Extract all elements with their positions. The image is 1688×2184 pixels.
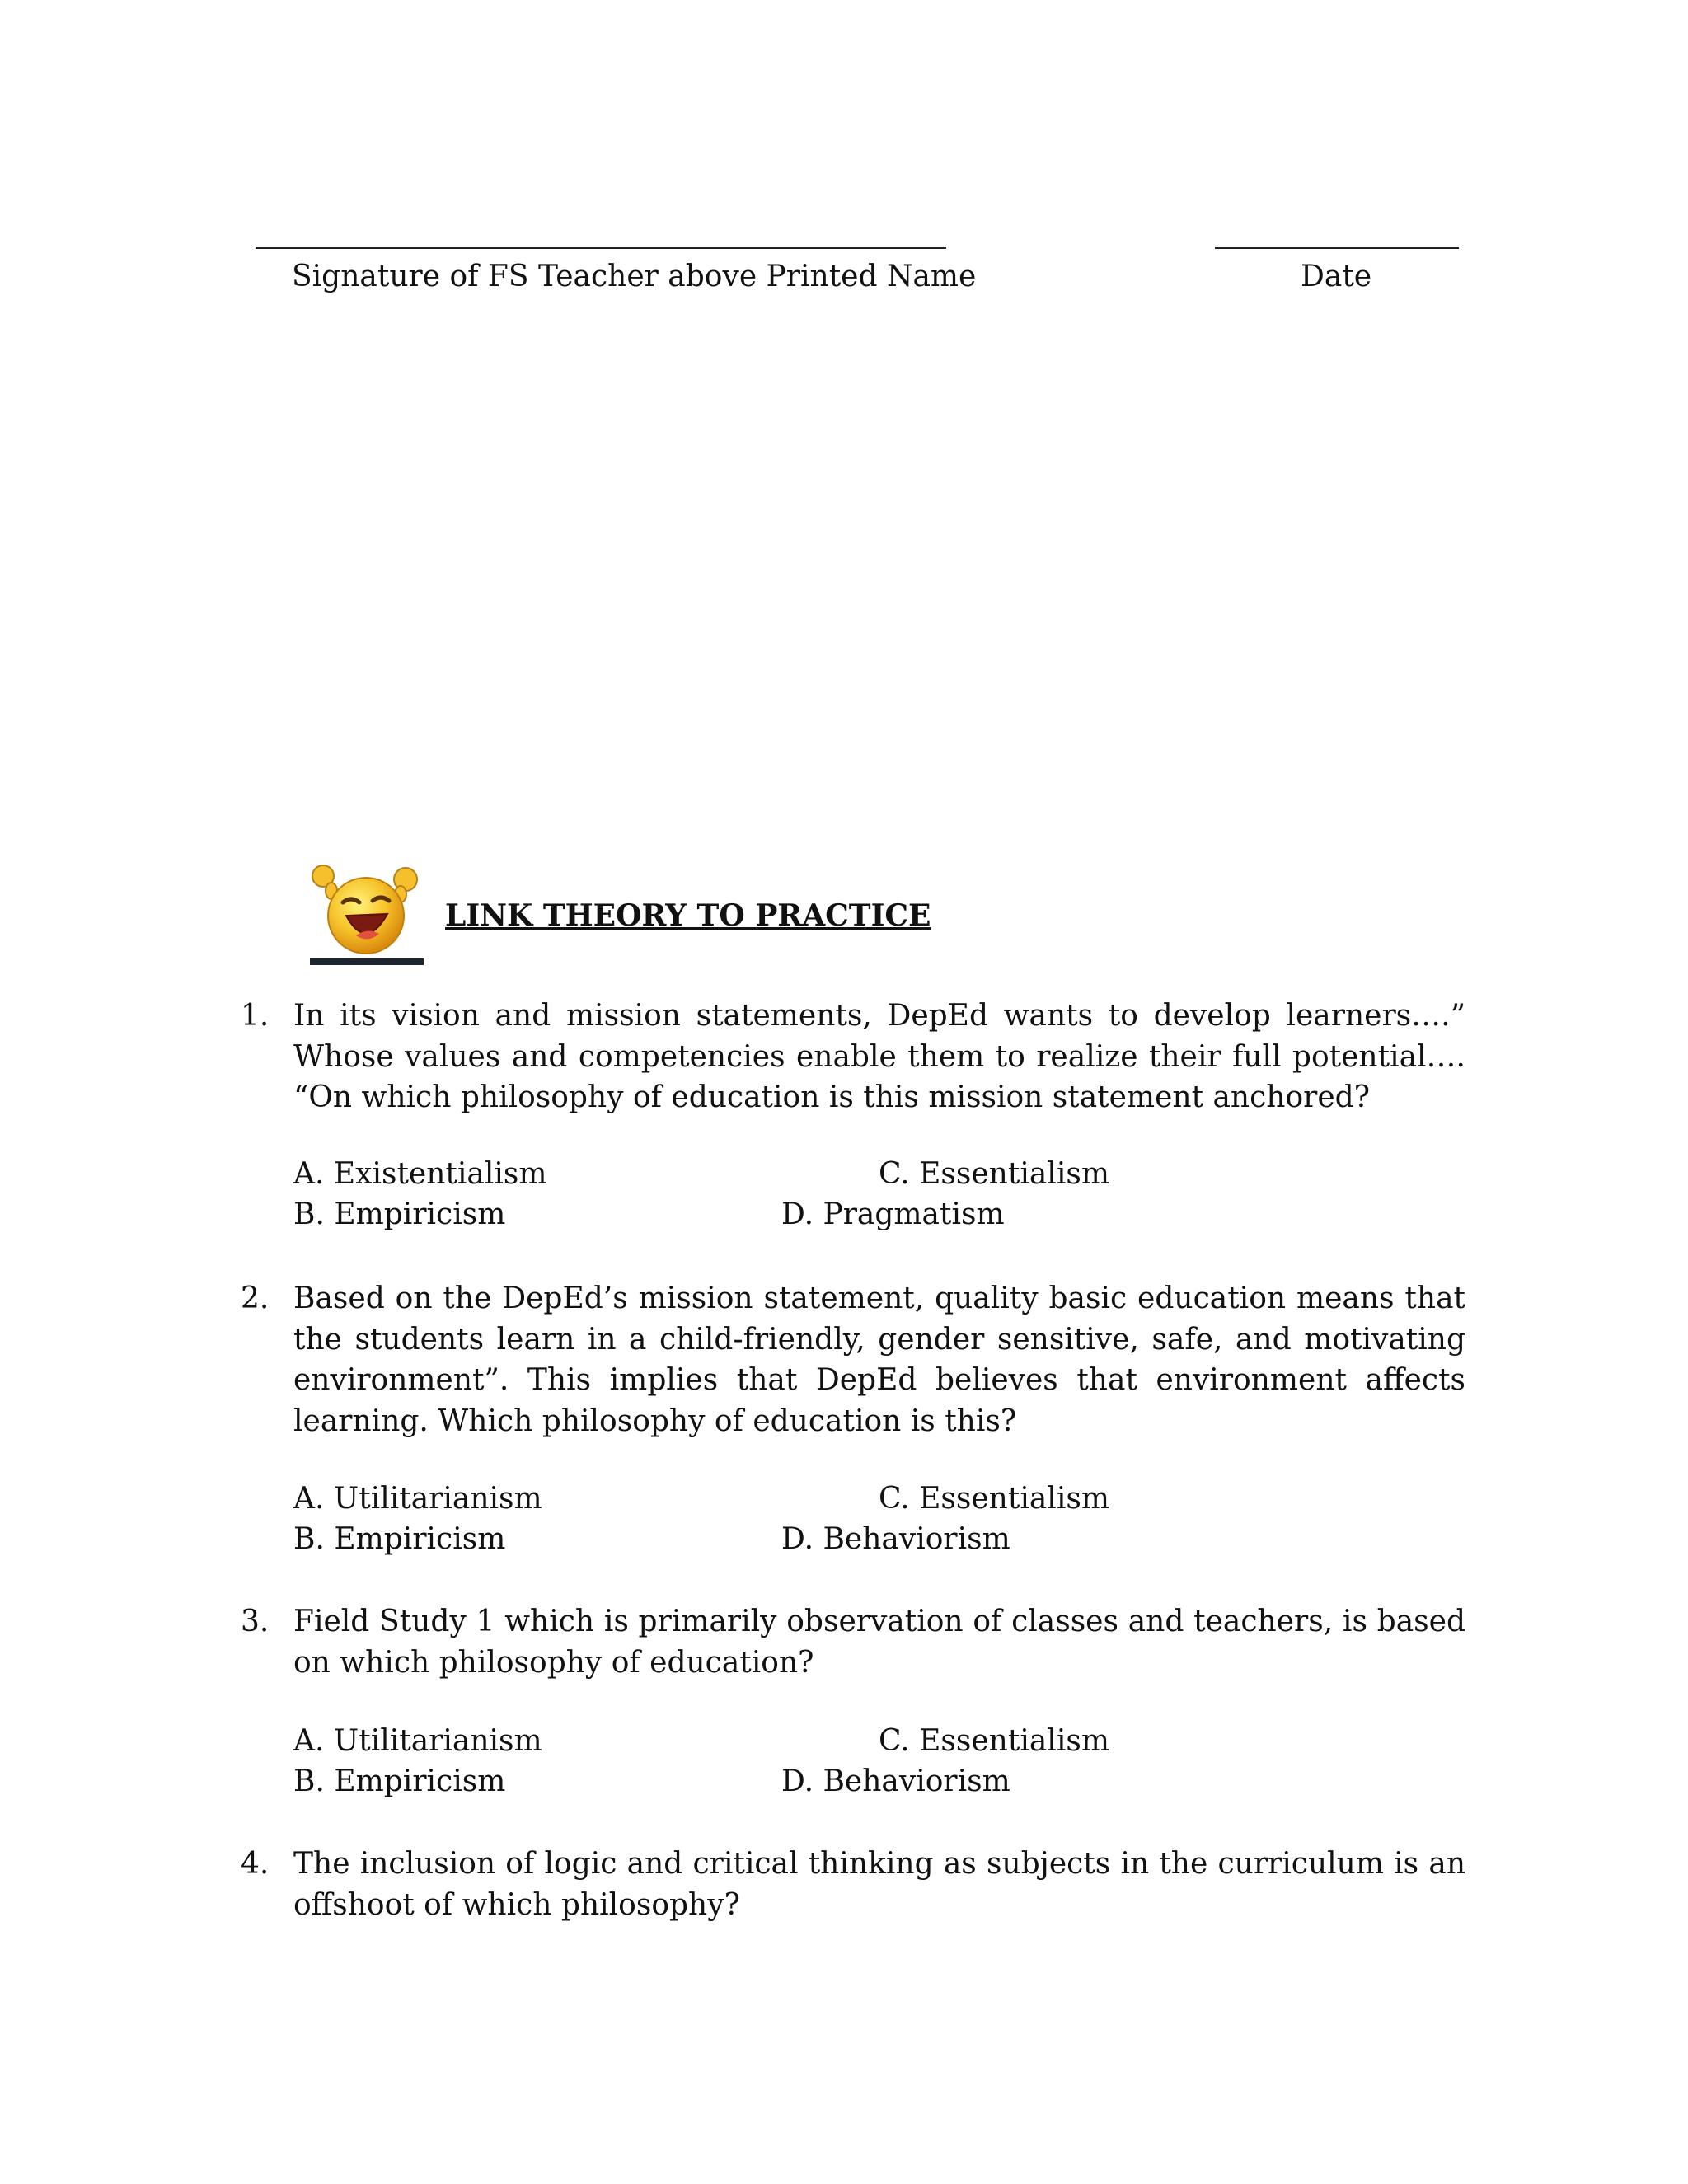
option-c: C. Essentialism — [879, 1157, 1109, 1191]
section-title: LINK THEORY TO PRACTICE — [445, 898, 931, 933]
question-text: Field Study 1 which is primarily observation of classes and teachers, is based on which philosophy of education? — [293, 1605, 1465, 1680]
option-b: B. Empiricism — [293, 1765, 506, 1798]
question-text: In its vision and mission statements, DepEd wants to develop learners….” Whose values and competencies enable them to realize their full potential…. “On which philosophy of education is this mission statement anchored? — [293, 999, 1465, 1114]
option-a: A. Existentialism — [293, 1157, 547, 1191]
option-a: A. Utilitarianism — [293, 1482, 542, 1516]
option-d: D. Behaviorism — [781, 1765, 1010, 1798]
option-d: D. Behaviorism — [781, 1522, 1010, 1556]
question-2 — [241, 1278, 1465, 1443]
signature-line — [256, 247, 946, 249]
question-text: Based on the DepEd’s mission statement, quality basic education means that the students learn in a child-friendly, gender sensitive, safe, and motivating environment”. This implies that DepEd believes that environment affects learning. Which philosophy of education is this? — [293, 1282, 1465, 1438]
section-header — [310, 861, 969, 968]
date-line — [1215, 247, 1459, 249]
cheering-emoji-icon — [310, 861, 424, 965]
question-number: 2. — [241, 1282, 270, 1315]
option-d: D. Pragmatism — [781, 1197, 1005, 1231]
question-1 — [241, 996, 1465, 1119]
question-text: The inclusion of logic and critical thinking as subjects in the curriculum is an offshoot of which philosophy? — [293, 1847, 1465, 1922]
question-number: 3. — [241, 1605, 270, 1638]
option-b: B. Empiricism — [293, 1522, 506, 1556]
signature-label: Signature of FS Teacher above Printed Name — [292, 260, 977, 293]
question-number: 1. — [241, 999, 270, 1033]
option-c: C. Essentialism — [879, 1724, 1109, 1758]
option-a: A. Utilitarianism — [293, 1724, 542, 1758]
date-label: Date — [1301, 260, 1372, 293]
question-4 — [241, 1844, 1465, 1926]
question-number: 4. — [241, 1847, 270, 1881]
question-3 — [241, 1601, 1465, 1684]
option-b: B. Empiricism — [293, 1197, 506, 1231]
option-c: C. Essentialism — [879, 1482, 1109, 1516]
